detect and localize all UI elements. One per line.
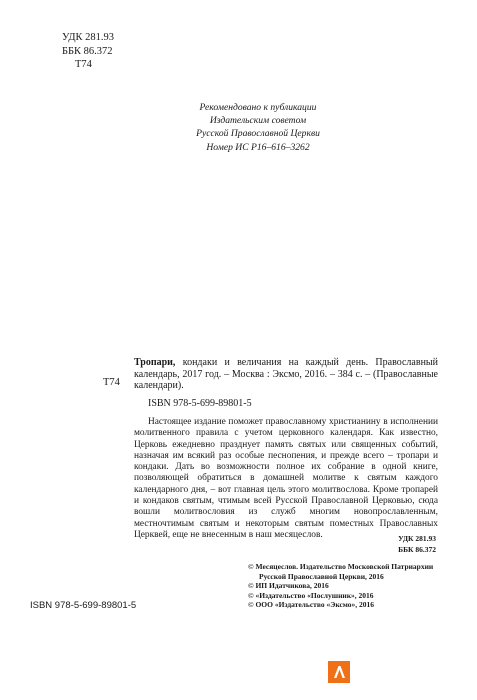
- recommendation-line: Рекомендовано к публикации: [199, 102, 317, 113]
- author-mark: Т74: [103, 377, 120, 388]
- copyright-line: © ООО «Издательство «Эксмо», 2016: [248, 600, 375, 610]
- publisher-logo-icon: [328, 661, 350, 683]
- classification-block: [62, 31, 114, 72]
- udk-code: УДК 281.93: [62, 32, 115, 43]
- bbk-code: ББК 86.372: [62, 45, 113, 57]
- copyright-block: [248, 562, 448, 610]
- classification-block-right: [380, 534, 436, 555]
- recommendation-line: Номер ИС Р16–616–3262: [206, 141, 310, 153]
- bibliographic-description: [134, 357, 438, 392]
- author-code: Т74: [75, 59, 92, 70]
- bbk-code-right: ББК 86.372: [398, 544, 436, 554]
- recommendation-line: Русской Православной Церкви: [196, 128, 320, 140]
- recommendation-line: Издательским советом: [209, 115, 307, 127]
- book-description: кондаки и величания на каждый день. Православный календарь, 2017 год. – Москва : Эксмо, 2016. – 384 с. – (Православные календари).: [134, 357, 438, 392]
- abstract-text: Настоящее издание поможет православному христианину в исполнении молитвенного правила с учетом церковного календаря. Как известно, Церковь ежедневно празднует память святых или священных событий, назначая им всякий раз особые песнопения, и прежде всего – тропари и кондаки. Дать во возможности полное их собрание в одной книге, позволяющей обратиться в домашней молитве к святым каждого календарного дня, – вот главная цель этого молитвослова. Кроме тропарей и кондаков святым, чтимым всей Русской Православной Церковью, сюда вошли молитвословия из служб многим новопрославленным, местночтимым святым и некоторым святым поместных Православных Церквей, еще не внесенным в наш месяцеслов.: [134, 417, 438, 540]
- isbn-bottom: ISBN 978-5-699-89801-5: [30, 600, 137, 611]
- copyright-line: Русской Православной Церкви, 2016: [259, 571, 384, 581]
- copyright-line: © «Издательство «Послушник», 2016: [248, 590, 374, 600]
- book-title: Тропари,: [134, 357, 176, 368]
- copyright-line: © Месяцеслов. Издательство Московской Патриархии: [248, 562, 434, 571]
- recommendation-block: [188, 101, 328, 154]
- copyright-line: © ИП Идатчикова, 2016: [248, 581, 329, 591]
- isbn-top: ISBN 978-5-699-89801-5: [148, 398, 252, 409]
- udk-code-right: УДК 281.93: [398, 534, 436, 543]
- publisher-logo-glyph: [328, 661, 350, 683]
